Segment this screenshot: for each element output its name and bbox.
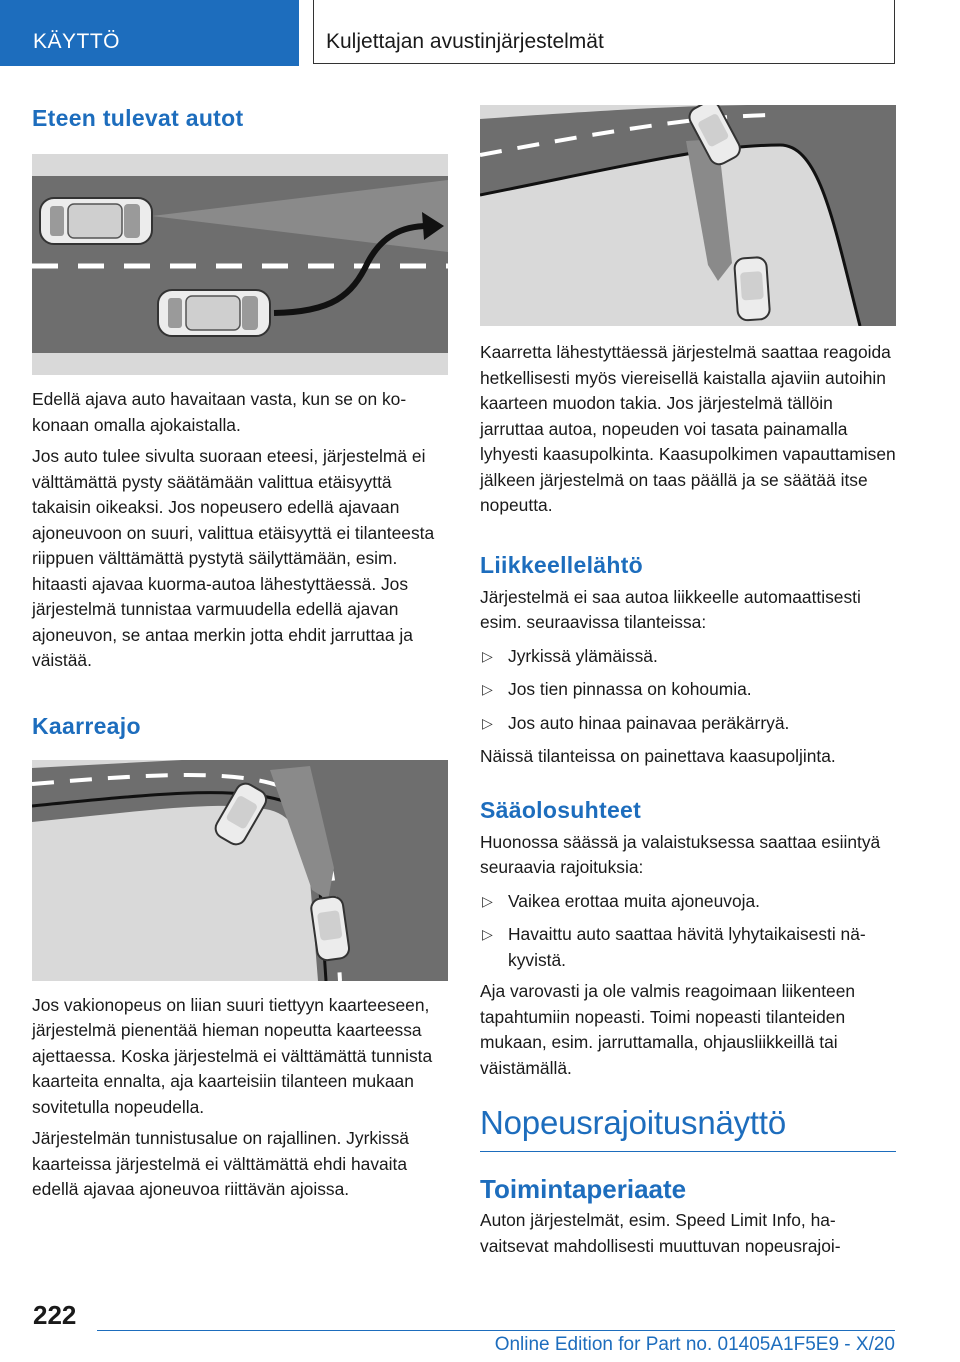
list-item: ▷ Jyrkissä ylämäissä.: [480, 644, 896, 670]
own-car: [734, 257, 770, 321]
bullet-triangle-icon: ▷: [482, 714, 493, 731]
bullet-triangle-icon: ▷: [482, 892, 493, 909]
chapter-title: Kuljettajan avustinjärjestelmät: [313, 0, 895, 64]
heading-nopeusrajoitusnaytto: Nopeusrajoitusnäyttö: [480, 1103, 896, 1152]
figure-curve-left: [32, 760, 448, 981]
list-item: ▷ Vaikea erottaa muita ajoneuvoja.: [480, 889, 896, 915]
heading-kaarreajo: Kaarreajo: [32, 712, 141, 739]
list-starting-conditions: [480, 644, 896, 737]
paragraph: Järjestelmän tunnistusalue on rajallinen. Jyrkissä kaarteissa järjestelmä ei välttämättä ehdi havaita edellä ajavaa ajoneuvoa riittävän ajoissa.: [32, 1128, 409, 1199]
paragraph: Kaarretta lähestyttäessä järjestelmä saattaa reagoida hetkellisesti myös viereisellä kaistalla ajaviin autoihin kaarteen muodon takia. Jos järjestelmä tällöin jarruttaa autoa, nopeuden voi tasata painamalla lyhyesti kaasupolkinta. Kaasupolkimen vapauttamisen jälkeen järjestelmä on taas päällä ja se säätää itse nopeutta.: [480, 342, 896, 515]
paragraph: Auton järjestelmät, esim. Speed Limit Info, havaitsevat mahdollisesti muuttuvan nopeusrajoi-: [480, 1210, 841, 1256]
page-header: [0, 0, 960, 66]
bullet-triangle-icon: ▷: [482, 926, 493, 942]
bullet-triangle-icon: ▷: [482, 647, 493, 664]
right-column: [480, 105, 896, 1259]
curve-adjacent-lane-illustration: [480, 105, 896, 326]
footer-divider: [97, 1330, 895, 1331]
paragraph: Jos vakionopeus on liian suuri tiettyyn kaarteeseen, järjestelmä pienentää hieman nopeutta kaarteessa ajettaessa. Koska järjestelmä ei välttämättä tunnista kaarteita ennalta, aja kaarteisiin tilanteen mukaan sovitetulla nopeudella.: [32, 994, 433, 1117]
edition-text: Online Edition for Part no. 01405A1F5E9 - X/20: [494, 1334, 895, 1355]
figure-cutting-in-car: [32, 154, 448, 375]
cut-in-illustration: [32, 154, 448, 375]
paragraph: Huonossa säässä ja valaistuksessa saattaa esiintyä seuraavia rajoituksia:: [480, 831, 881, 877]
figure-curve-right: [480, 105, 896, 326]
list-item: ▷ Jos auto hinaa painavaa peräkärryä.: [480, 711, 896, 737]
paragraph: Aja varovasti ja ole valmis reagoimaan liikenteen tapahtumiin nopeasti. Toimi nopeasti tilanteiden mukaan, esim. jarruttamalla, ohjausliikkeillä tai väistämällä.: [480, 981, 856, 1078]
list-weather-limits: [480, 889, 896, 974]
section-tab: KÄYTTÖ: [0, 0, 299, 66]
heading-eteen-tulevat-autot: Eteen tulevat autot: [32, 105, 244, 131]
heading-saaolosuhteet: Sääolosuhteet: [480, 796, 642, 823]
paragraph: Järjestelmä ei saa autoa liikkeelle automaattisesti esim. seuraavissa tilanteissa:: [480, 586, 861, 632]
paragraph: Edellä ajava auto havaitaan vasta, kun se on kokonaan omalla ajokaistalla.: [32, 389, 407, 435]
heading-toimintaperiaate: Toimintaperiaate: [480, 1174, 687, 1204]
list-item: ▷ Havaittu auto saattaa hävitä lyhytaikaisesti näkyvistä.: [482, 924, 866, 970]
heading-liikkeellelahto: Liikkeellelähtö: [480, 551, 644, 578]
paragraph: Jos auto tulee sivulta suoraan eteesi, järjestelmä ei välttämättä pysty säätämään valittua etäisyyttä takaisin oikeaksi. Jos nopeusero edellä ajavaan ajoneuvoon on suuri, valittua etäisyyttä ei tilanteesta riippuen välttämättä pystytä säilyttämään, esim. hitaasti ajavaa kuorma-autoa lähestyttäessä. Jos järjestelmä tunnistaa varmuudella edellä ajavan ajoneuvon, se antaa merkin jotta ehdit jarruttaa ja väistää.: [32, 446, 435, 670]
bullet-triangle-icon: ▷: [482, 681, 493, 697]
left-column: [32, 96, 448, 1203]
cutting-in-car: [158, 290, 270, 336]
list-item: ▷ Jos tien pinnassa on kohoumia.: [480, 677, 896, 703]
paragraph: Näissä tilanteissa on painettava kaasupoljinta.: [480, 746, 836, 766]
curve-illustration: [32, 760, 448, 981]
front-car: [40, 198, 152, 244]
page-number: 222: [33, 1300, 77, 1330]
